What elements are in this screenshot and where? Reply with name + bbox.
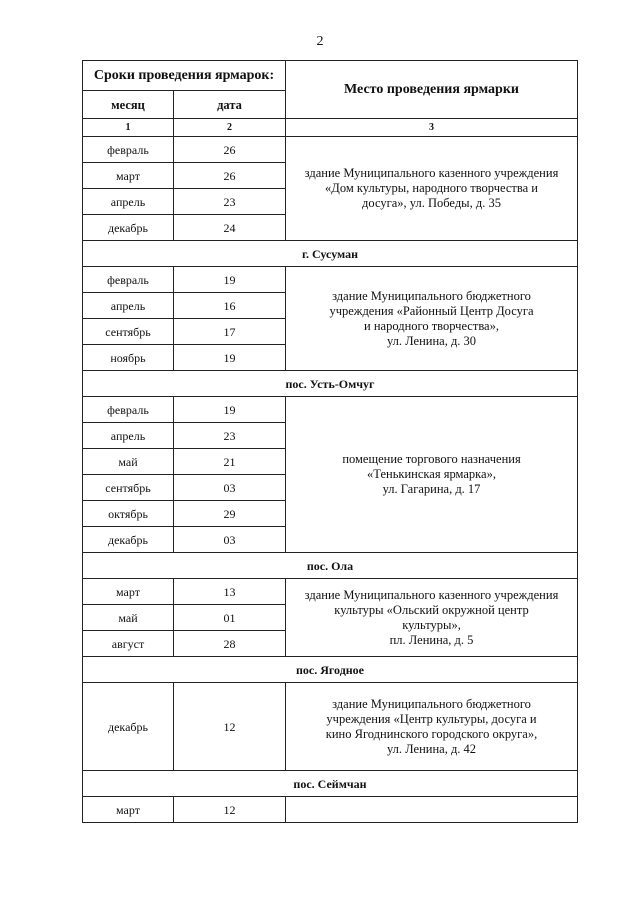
date-cell: 12 bbox=[174, 683, 286, 771]
month-cell: ноябрь bbox=[83, 345, 174, 371]
month-column-header: месяц bbox=[83, 91, 174, 119]
month-cell: март bbox=[83, 797, 174, 823]
date-cell: 01 bbox=[174, 605, 286, 631]
place-line: здание Муниципального казенного учреждения bbox=[304, 587, 559, 602]
place-line: досуга», ул. Победы, д. 35 bbox=[362, 196, 501, 210]
date-cell: 03 bbox=[174, 527, 286, 553]
table-row bbox=[83, 397, 578, 423]
date-cell: 19 bbox=[174, 397, 286, 423]
table-header-row bbox=[83, 61, 578, 91]
month-cell: май bbox=[83, 605, 174, 631]
section-title: пос. Ягодное bbox=[83, 657, 578, 683]
month-cell: февраль bbox=[83, 137, 174, 163]
place-cell bbox=[286, 797, 578, 823]
section-title: г. Сусуман bbox=[83, 241, 578, 267]
month-cell: май bbox=[83, 449, 174, 475]
date-cell: 19 bbox=[174, 345, 286, 371]
date-cell: 26 bbox=[174, 163, 286, 189]
date-column-header: дата bbox=[174, 91, 286, 119]
date-cell: 24 bbox=[174, 215, 286, 241]
column-number: 3 bbox=[286, 119, 578, 137]
month-cell: август bbox=[83, 631, 174, 657]
section-title: пос. Усть-Омчуг bbox=[83, 371, 578, 397]
date-cell: 21 bbox=[174, 449, 286, 475]
section-title: пос. Ола bbox=[83, 553, 578, 579]
date-cell: 13 bbox=[174, 579, 286, 605]
table-row bbox=[83, 137, 578, 163]
month-cell: март bbox=[83, 579, 174, 605]
section-row bbox=[83, 371, 578, 397]
date-cell: 12 bbox=[174, 797, 286, 823]
month-cell: апрель bbox=[83, 423, 174, 449]
place-line: кино Ягоднинского городского округа», bbox=[325, 726, 538, 741]
table-row bbox=[83, 579, 578, 605]
section-row bbox=[83, 657, 578, 683]
place-line: здание Муниципального бюджетного bbox=[332, 696, 531, 711]
page-number: 2 bbox=[316, 34, 324, 49]
month-cell: октябрь bbox=[83, 501, 174, 527]
place-cell bbox=[286, 137, 578, 241]
month-cell: февраль bbox=[83, 267, 174, 293]
place-cell bbox=[286, 683, 578, 771]
section-row bbox=[83, 553, 578, 579]
place-line: «Дом культуры, народного творчества и bbox=[325, 181, 538, 195]
date-cell: 03 bbox=[174, 475, 286, 501]
column-number-row bbox=[83, 119, 578, 137]
place-line: здание Муниципального казенного учреждения bbox=[304, 166, 559, 180]
table-row bbox=[83, 683, 578, 771]
month-cell: декабрь bbox=[83, 683, 174, 771]
month-cell: февраль bbox=[83, 397, 174, 423]
period-title: Сроки проведения ярмарок: bbox=[83, 61, 286, 91]
place-line: и народного творчества», bbox=[364, 318, 499, 333]
date-cell: 26 bbox=[174, 137, 286, 163]
month-cell: апрель bbox=[83, 293, 174, 319]
date-cell: 19 bbox=[174, 267, 286, 293]
date-cell: 23 bbox=[174, 423, 286, 449]
place-line: пл. Ленина, д. 5 bbox=[389, 632, 474, 647]
section-row bbox=[83, 241, 578, 267]
date-cell: 23 bbox=[174, 189, 286, 215]
month-cell: декабрь bbox=[83, 527, 174, 553]
place-line: «Тенькинская ярмарка», bbox=[367, 467, 496, 481]
place-line: учреждения «Районный Центр Досуга bbox=[329, 303, 534, 318]
date-cell: 28 bbox=[174, 631, 286, 657]
place-line: ул. Ленина, д. 42 bbox=[386, 741, 477, 756]
fair-schedule-table bbox=[82, 60, 578, 823]
month-cell: декабрь bbox=[83, 215, 174, 241]
place-line: культуры «Ольский окружной центр bbox=[334, 602, 529, 617]
place-line: культуры», bbox=[402, 617, 461, 632]
table-row bbox=[83, 797, 578, 823]
month-cell: сентябрь bbox=[83, 319, 174, 345]
date-cell: 17 bbox=[174, 319, 286, 345]
table-row bbox=[83, 267, 578, 293]
place-line: помещение торгового назначения bbox=[342, 452, 521, 466]
place-cell bbox=[286, 397, 578, 553]
place-cell bbox=[286, 267, 578, 371]
date-cell: 29 bbox=[174, 501, 286, 527]
column-number: 1 bbox=[83, 119, 174, 137]
place-line: ул. Гагарина, д. 17 bbox=[382, 482, 481, 496]
place-line: ул. Ленина, д. 30 bbox=[386, 333, 477, 348]
column-number: 2 bbox=[174, 119, 286, 137]
place-line: учреждения «Центр культуры, досуга и bbox=[326, 711, 537, 726]
place-title: Место проведения ярмарки bbox=[286, 61, 578, 119]
month-cell: март bbox=[83, 163, 174, 189]
section-row bbox=[83, 771, 578, 797]
place-line: здание Муниципального бюджетного bbox=[332, 288, 531, 303]
section-title: пос. Сеймчан bbox=[83, 771, 578, 797]
place-cell bbox=[286, 579, 578, 657]
month-cell: сентябрь bbox=[83, 475, 174, 501]
month-cell: апрель bbox=[83, 189, 174, 215]
date-cell: 16 bbox=[174, 293, 286, 319]
